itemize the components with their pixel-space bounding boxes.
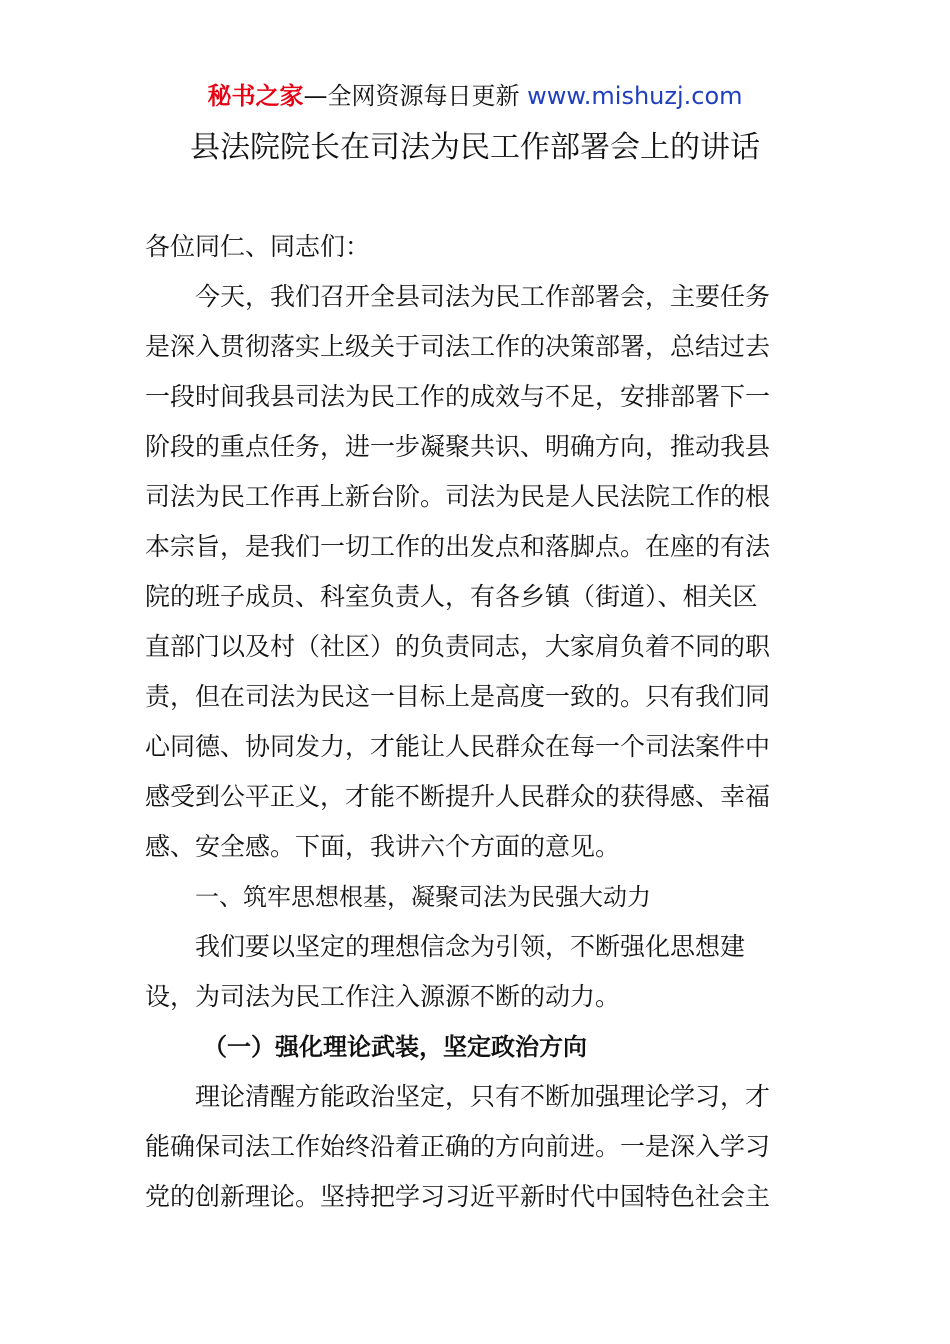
paragraph-line: 理论清醒方能政治坚定，只有不断加强理论学习，才 [195, 1082, 771, 1111]
paragraph-line: 是深入贯彻落实上级关于司法工作的决策部署，总结过去 [145, 332, 771, 361]
paragraph-line: 直部门以及村（社区）的负责同志，大家肩负着不同的职 [145, 632, 771, 661]
paragraph-line: 党的创新理论。坚持把学习习近平新时代中国特色社会主 [145, 1182, 771, 1211]
paragraph-line: 能确保司法工作始终沿着正确的方向前进。一是深入学习 [145, 1132, 771, 1161]
paragraph-line: 本宗旨，是我们一切工作的出发点和落脚点。在座的有法 [145, 532, 771, 561]
document-title: 县法院院长在司法为民工作部署会上的讲话 [190, 130, 760, 165]
document-body [145, 222, 807, 1222]
paragraph-line: 司法为民工作再上新台阶。司法为民是人民法院工作的根 [145, 482, 771, 511]
paragraph-line: 阶段的重点任务，进一步凝聚共识、明确方向，推动我县 [145, 432, 771, 461]
paragraph-line: 我们要以坚定的理想信念为引领，不断强化思想建 [195, 932, 746, 961]
paragraph-line: 院的班子成员、科室负责人，有各乡镇（街道）、相关区 [145, 582, 758, 611]
site-url-link[interactable]: www.mishuzj.com [527, 82, 743, 110]
paragraph-line: 感、安全感。下面，我讲六个方面的意见。 [145, 832, 621, 861]
paragraph-line: 感受到公平正义，才能不断提升人民群众的获得感、幸福 [145, 782, 771, 811]
site-brand: 秘书之家 [207, 82, 304, 110]
section-heading: 一、筑牢思想根基，凝聚司法为民强大动力 [195, 883, 651, 911]
paragraph-line: 心同德、协同发力，才能让人民群众在每一个司法案件中 [145, 732, 771, 761]
site-tagline: —全网资源每日更新 [303, 82, 520, 110]
paragraph-line: 设，为司法为民工作注入源源不断的动力。 [145, 982, 621, 1011]
salutation: 各位同仁、同志们： [145, 232, 371, 261]
paragraph-line: 今天，我们召开全县司法为民工作部署会，主要任务 [195, 282, 771, 311]
site-header [0, 80, 950, 112]
subsection-heading: （一）强化理论武装，坚定政治方向 [203, 1033, 587, 1061]
paragraph-line: 一段时间我县司法为民工作的成效与不足，安排部署下一 [145, 382, 771, 411]
paragraph-line: 责，但在司法为民这一目标上是高度一致的。只有我们同 [145, 682, 771, 711]
